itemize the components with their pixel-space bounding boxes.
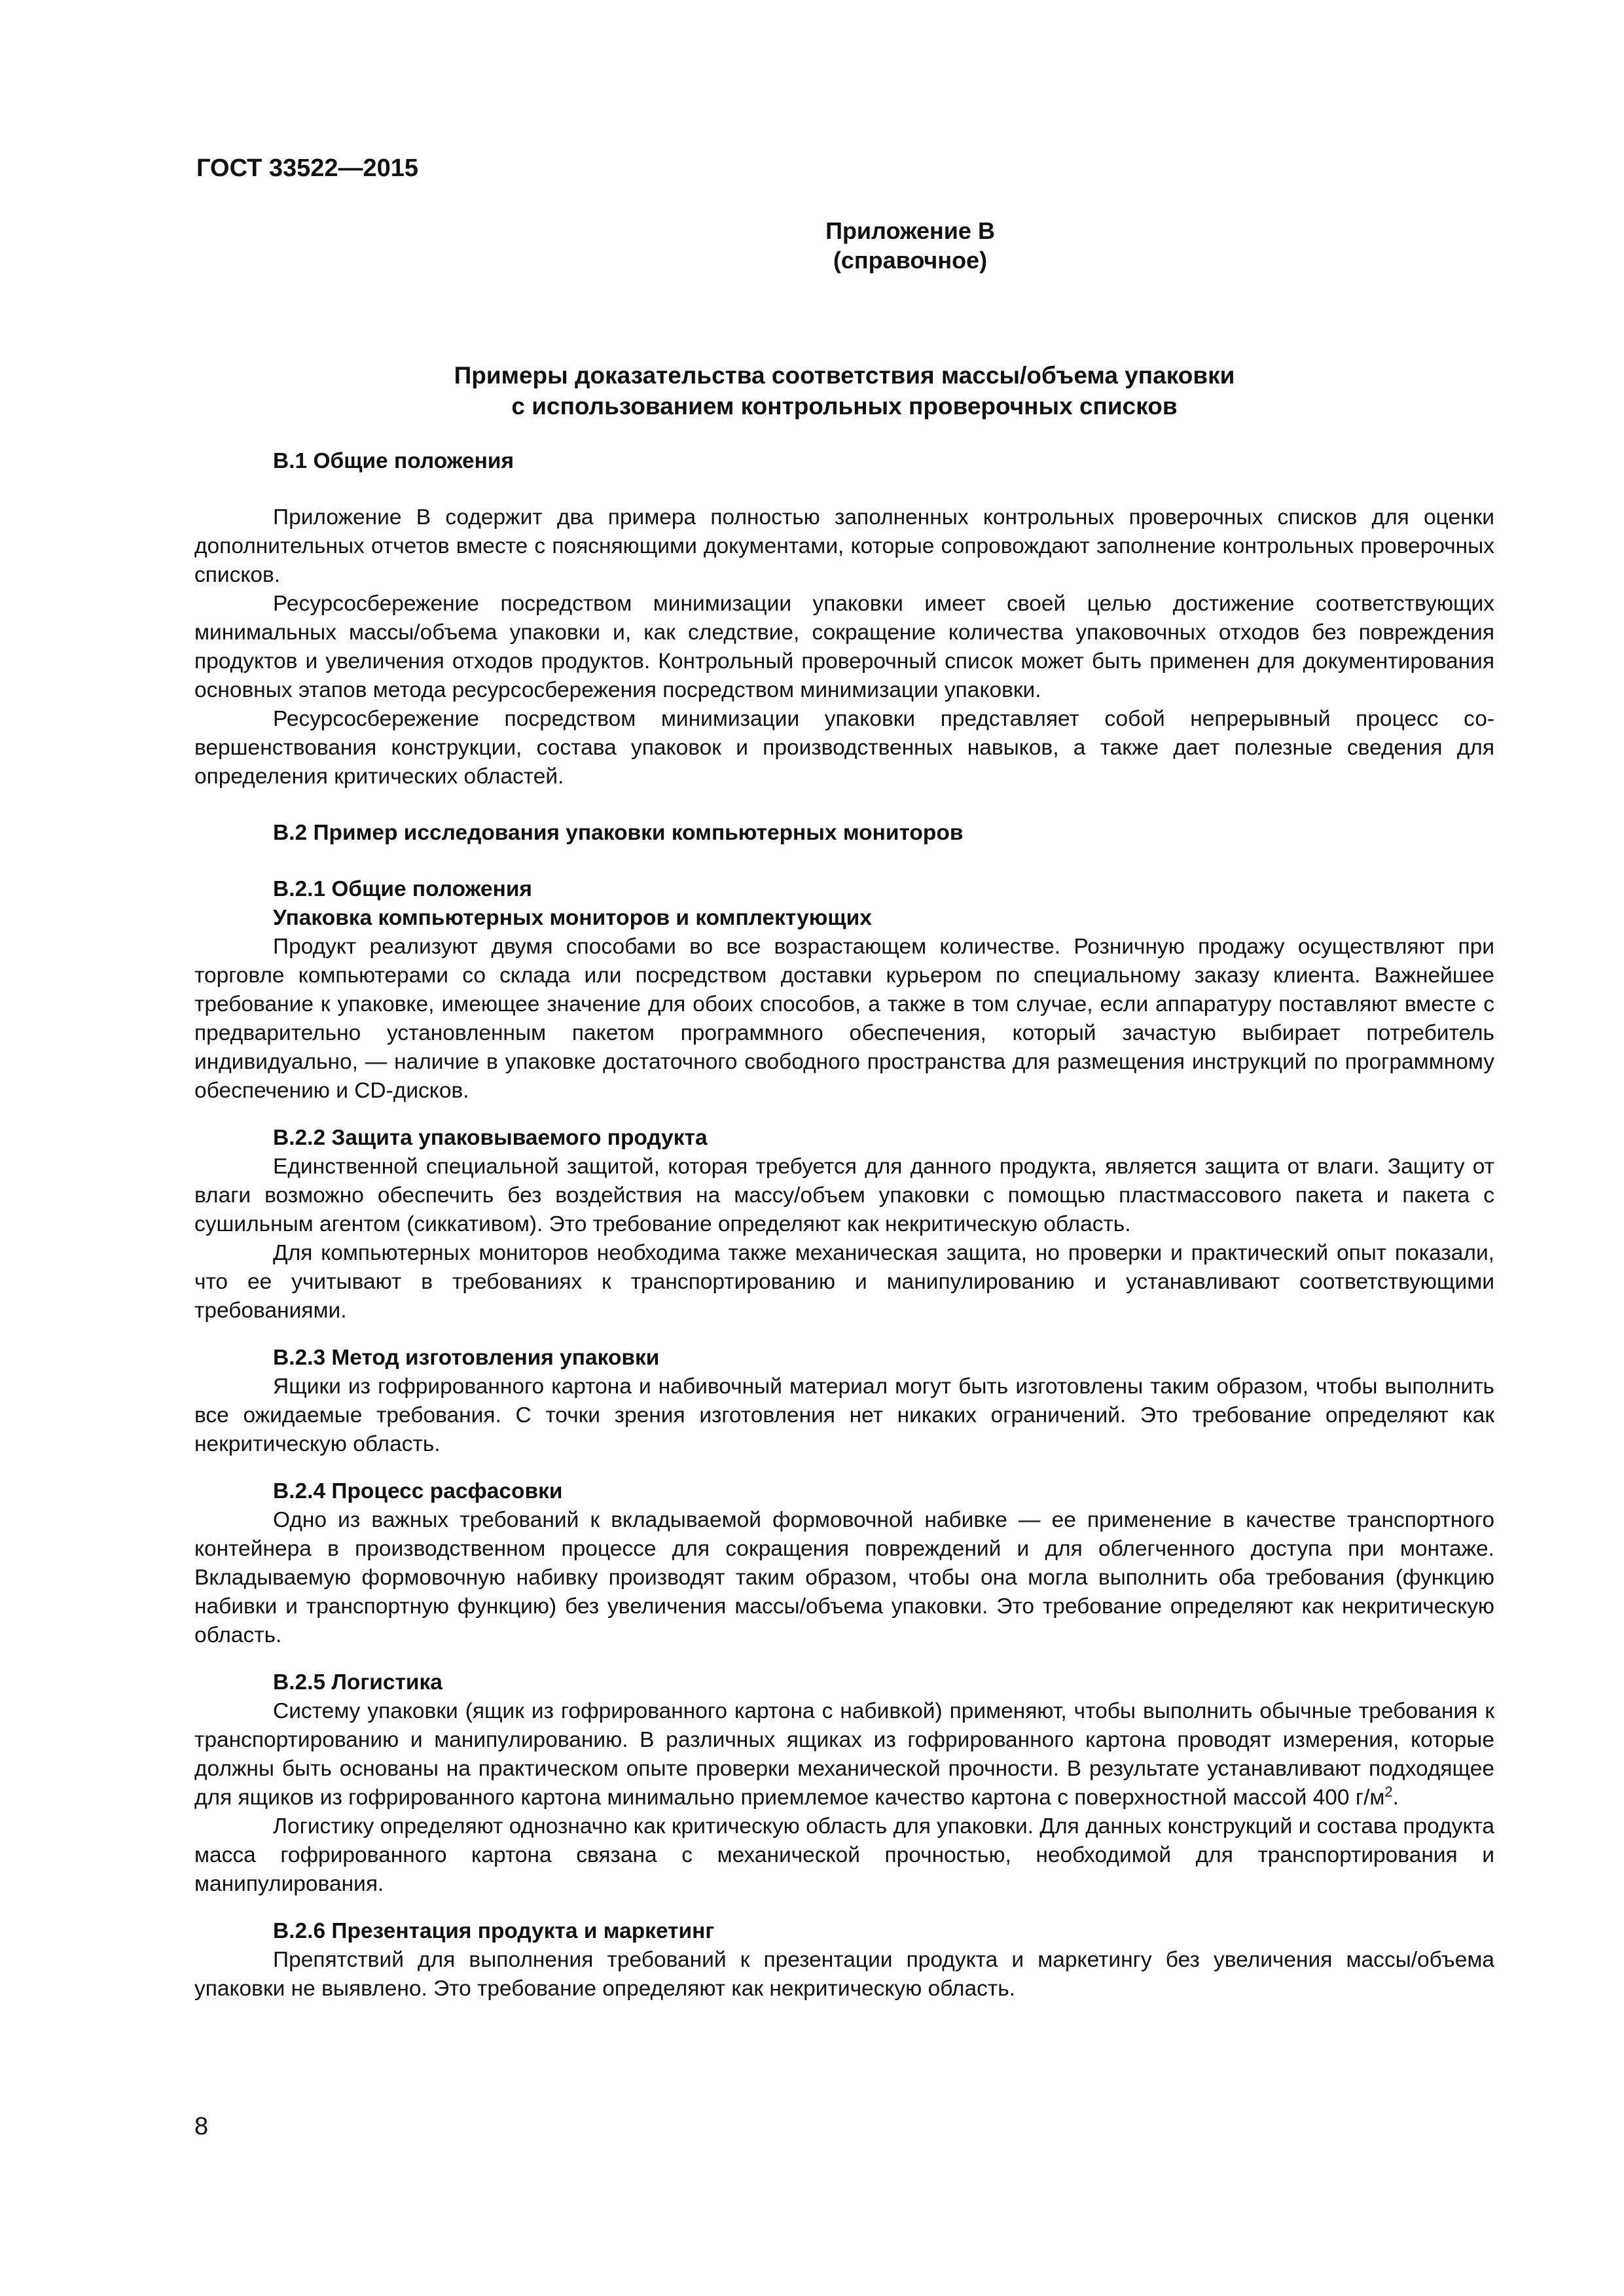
- paragraph-text: Систему упаковки (ящик из гофрированного картона с набивкой) применяют, чтобы выполнить обычные требования к транспортированию и манипулированию. В различных ящиках из гофрированного картона проводят измерения, которые должны быть основаны на практическом опыте проверки механической прочности. В результате устанавливают подходящее для ящиков из гофрированного картона минимально приемлемое качество картона с поверхностной массой 400 г/м: [194, 1699, 1494, 1810]
- page-title: [196, 360, 1492, 422]
- appendix-title: Приложение В: [825, 217, 995, 244]
- section-heading-b25: В.2.5 Логистика: [273, 1670, 442, 1695]
- section-heading-b23: В.2.3 Метод изготовления упаковки: [273, 1346, 660, 1370]
- section-heading-b24: В.2.4 Процесс расфасовки: [273, 1479, 563, 1503]
- paragraph: Продукт реализуют двумя способами во все возрастающем количестве. Розничную продажу осуществляют при торговле компьютерами со склада или посредством доставки курьером по специальному заказу клиента. Важнейшее требование к упаковке, имеющее значение для обоих способов, а также в том случае, если аппаратуру поставляют вместе с предварительно установленным пакетом программного обеспечения, который зачастую выбирает потребитель индивидуально, — наличие в упаковке достаточного свободного пространства для размещения инструкций по программному обеспечению и CD-дисков.: [194, 935, 1494, 1103]
- paragraph: Единственной специальной защитой, которая требуется для данного продукта, является защита от влаги. Защиту от влаги возможно обеспечить без воздействия на массу/объем упаковки с помощью пластмассового пакета и пакета с сушильным агентом (сиккативом). Это требование определяют как некритическую область.: [194, 1155, 1494, 1236]
- paragraph: Ресурсосбережение посредством минимизации упаковки представляет собой непрерывный процесс совершенствования конструкции, состава упаковок и производственных навыков, а также дает полезные сведения для определения критических областей.: [194, 707, 1494, 789]
- appendix-subtitle: (справочное): [833, 247, 988, 274]
- paragraph: Препятствий для выполнения требований к презентации продукта и маркетингу без увеличения массы/объема упаковки не выявлено. Это требование определяют как некритическую область.: [194, 1948, 1494, 2001]
- section-heading-b22: В.2.2 Защита упаковываемого продукта: [273, 1126, 708, 1150]
- paragraph-end: .: [1392, 1785, 1399, 1810]
- paragraph: Для компьютерных мониторов необходима также механическая защита, но проверки и практический опыт показали, что ее учитывают в требованиях к транспортированию и манипулированию и устанавливают соответствующими требованиями.: [194, 1241, 1494, 1323]
- paragraph: Ящики из гофрированного картона и набивочный материал могут быть изготовлены таким образом, чтобы выполнить все ожидаемые требования. С точки зрения изготовления нет никаких ограничений. Это требование определяют как некритическую область.: [194, 1374, 1494, 1456]
- paragraph: Логистику определяют однозначно как критическую область для упаковки. Для данных конструкций и состава продукта масса гофрированного картона связана с механической прочностью, необходимой для транспортирования и манипулирования.: [194, 1814, 1494, 1896]
- paragraph: [194, 1697, 1494, 1812]
- section-heading-b1: В.1 Общие положения: [273, 449, 514, 473]
- page-number: 8: [194, 2113, 209, 2140]
- superscript: 2: [1384, 1783, 1393, 1800]
- paragraph: Ресурсосбережение посредством минимизации упаковки имеет своей целью достижение соответствующих минимальных массы/объема упаковки и, как следствие, сокращение количества упаковочных отходов без повреждения продуктов и увеличения отходов продуктов. Контрольный проверочный список может быть применен для документирования основных этапов метода ресурсосбережения посредством минимизации упаковки.: [194, 592, 1494, 702]
- section-heading-b2: В.2 Пример исследования упаковки компьютерных мониторов: [273, 821, 964, 845]
- page-title-line-2: с использованием контрольных проверочных списков: [511, 393, 1178, 420]
- paragraph: Приложение В содержит два примера полностью заполненных контрольных проверочных списков для оценки дополнительных отчетов вместе с поясняющими документами, которые сопровождают заполнение контрольных проверочных списков.: [194, 505, 1494, 587]
- appendix-label: [0, 216, 1624, 275]
- document-body: [194, 447, 1494, 2003]
- subsection-heading: Упаковка компьютерных мониторов и комплектующих: [273, 906, 872, 930]
- document-code: ГОСТ 33522—2015: [196, 154, 419, 182]
- section-heading-b26: В.2.6 Презентация продукта и маркетинг: [273, 1919, 715, 1943]
- section-heading-b21: В.2.1 Общие положения: [273, 877, 532, 901]
- paragraph: Одно из важных требований к вкладываемой формовочной набивке — ее применение в качестве транспортного контейнера в производственном процессе для сокращения повреждений и для облегченного доступа при монтаже. Вкладываемую формовочную набивку производят таким образом, чтобы она могла выполнить оба требования (функцию набивки и транспортную функцию) без увеличения массы/объема упаковки. Это требование определяют как некритическую область.: [194, 1508, 1494, 1647]
- page-title-line-1: Примеры доказательства соответствия массы/объема упаковки: [454, 362, 1235, 389]
